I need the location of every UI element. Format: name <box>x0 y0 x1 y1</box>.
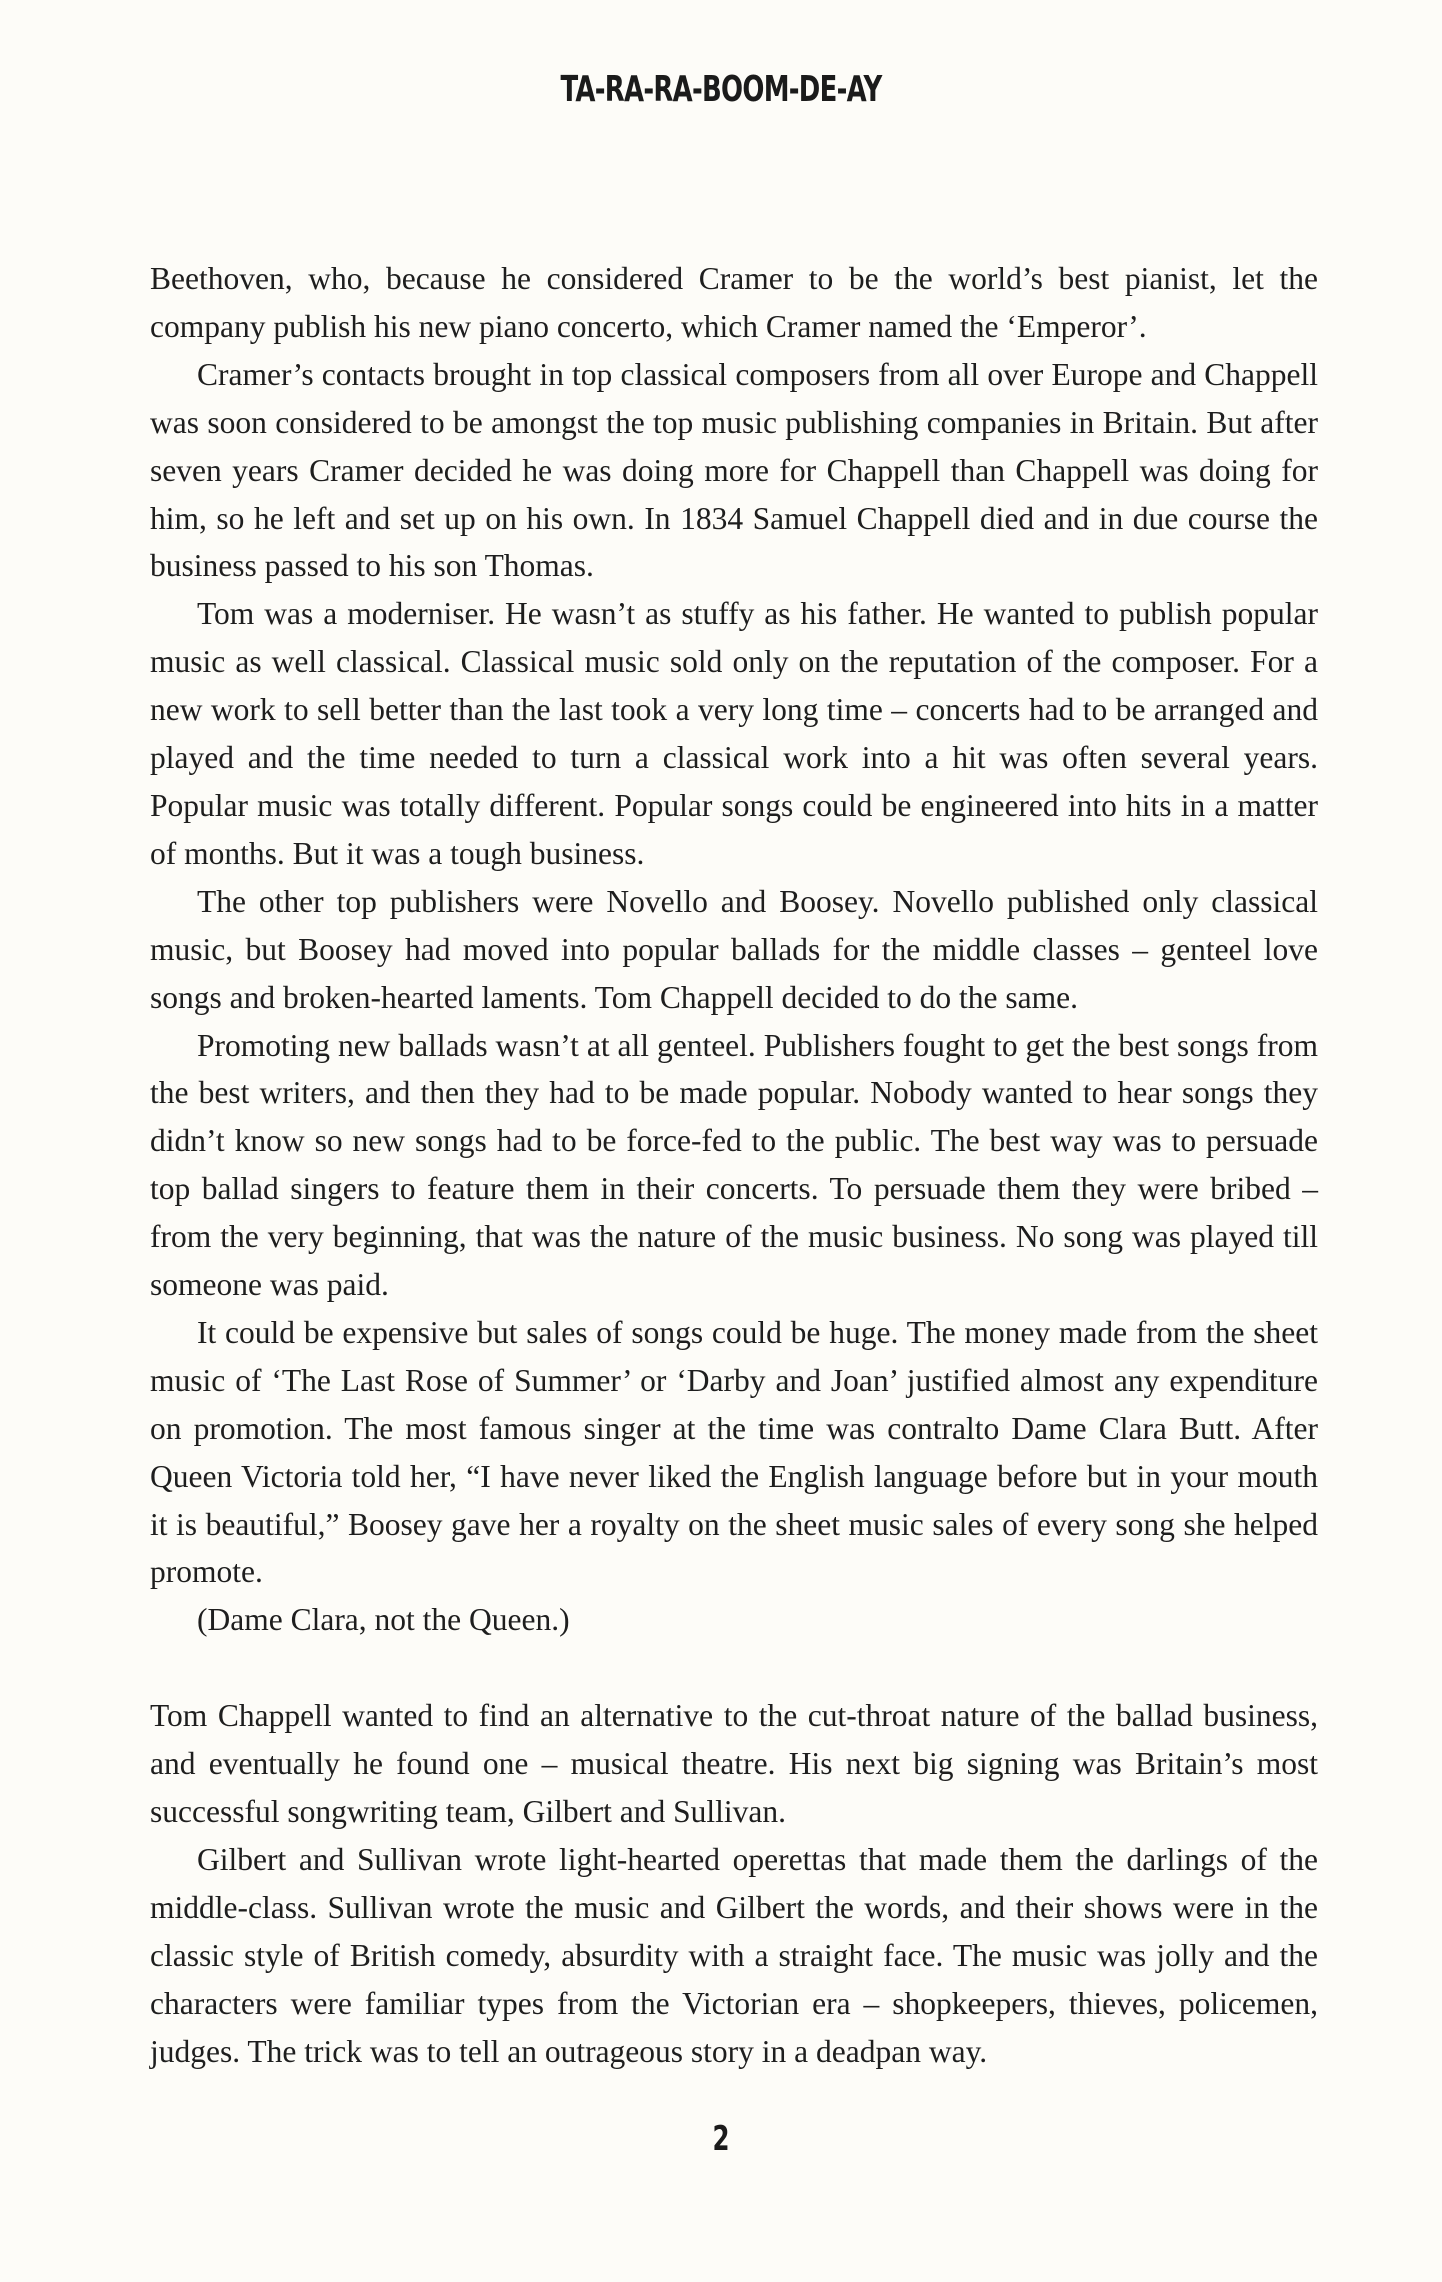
paragraph: Promoting new ballads wasn’t at all genteel. Publishers fought to get the best songs from the best writers, and then they had to be made popular. Nobody wanted to hear songs they didn’t know so new songs had to be force-fed to the public. The best way was to persuade top ballad singers to feature them in their concerts. To persuade them they were bribed – from the very beginning, that was the nature of the music business. No song was played till someone was paid. <box>150 1027 1318 1303</box>
paragraph-section-start: Tom Chappell wanted to find an alternative to the cut-throat nature of the ballad business, and eventually he found one – musical theatre. His next big signing was Britain’s most successful songwriting team, Gilbert and Sullivan. <box>150 1698 1318 1829</box>
paragraph: It could be expensive but sales of songs could be huge. The money made from the sheet music of ‘The Last Rose of Summer’ or ‘Darby and Joan’ justified almost any expenditure on promotion. The most famous singer at the time was contralto Dame Clara Butt. After Queen Victoria told her, “I have never liked the English language before but in your mouth it is beautiful,” Boosey gave her a royalty on the sheet music sales of every song she helped promote. <box>150 1314 1318 1590</box>
paragraph: Gilbert and Sullivan wrote light-hearted operettas that made them the darlings of the middle-class. Sullivan wrote the music and Gilbert the words, and their shows were in the classic style of British comedy, absurdity with a straight face. The music was jolly and the characters were familiar types from the Victorian era – shopkeepers, thieves, policemen, judges. The trick was to tell an outrageous story in a deadpan way. <box>150 1841 1318 2069</box>
paragraph: (Dame Clara, not the Queen.) <box>197 1602 570 1638</box>
running-head: TA-RA-RA-BOOM-DE-AY <box>560 69 882 110</box>
body-text <box>150 255 1318 2075</box>
paragraph: Cramer’s contacts brought in top classical composers from all over Europe and Chappell was soon considered to be amongst the top music publishing companies in Britain. But after seven years Cramer decided he was doing more for Chappell than Chappell was doing for him, so he left and set up on his own. In 1834 Samuel Chappell died and in due course the business passed to his son Thomas. <box>150 356 1318 584</box>
paragraph-continued: Beethoven, who, because he considered Cramer to be the world’s best pianist, let the company publish his new piano concerto, which Cramer named the ‘Emperor’. <box>150 261 1318 344</box>
paragraph: The other top publishers were Novello and Boosey. Novello published only classical music, but Boosey had moved into popular ballads for the middle classes – genteel love songs and broken-hearted laments. Tom Chappell decided to do the same. <box>150 883 1318 1015</box>
paragraph: Tom was a moderniser. He wasn’t as stuffy as his father. He wanted to publish popular music as well classical. Classical music sold only on the reputation of the composer. For a new work to sell better than the last took a very long time – concerts had to be arranged and played and the time needed to turn a classical work into a hit was often several years. Popular music was totally different. Popular songs could be engineered into hits in a matter of months. But it was a tough business. <box>150 596 1318 871</box>
page-number: 2 <box>712 2119 730 2159</box>
